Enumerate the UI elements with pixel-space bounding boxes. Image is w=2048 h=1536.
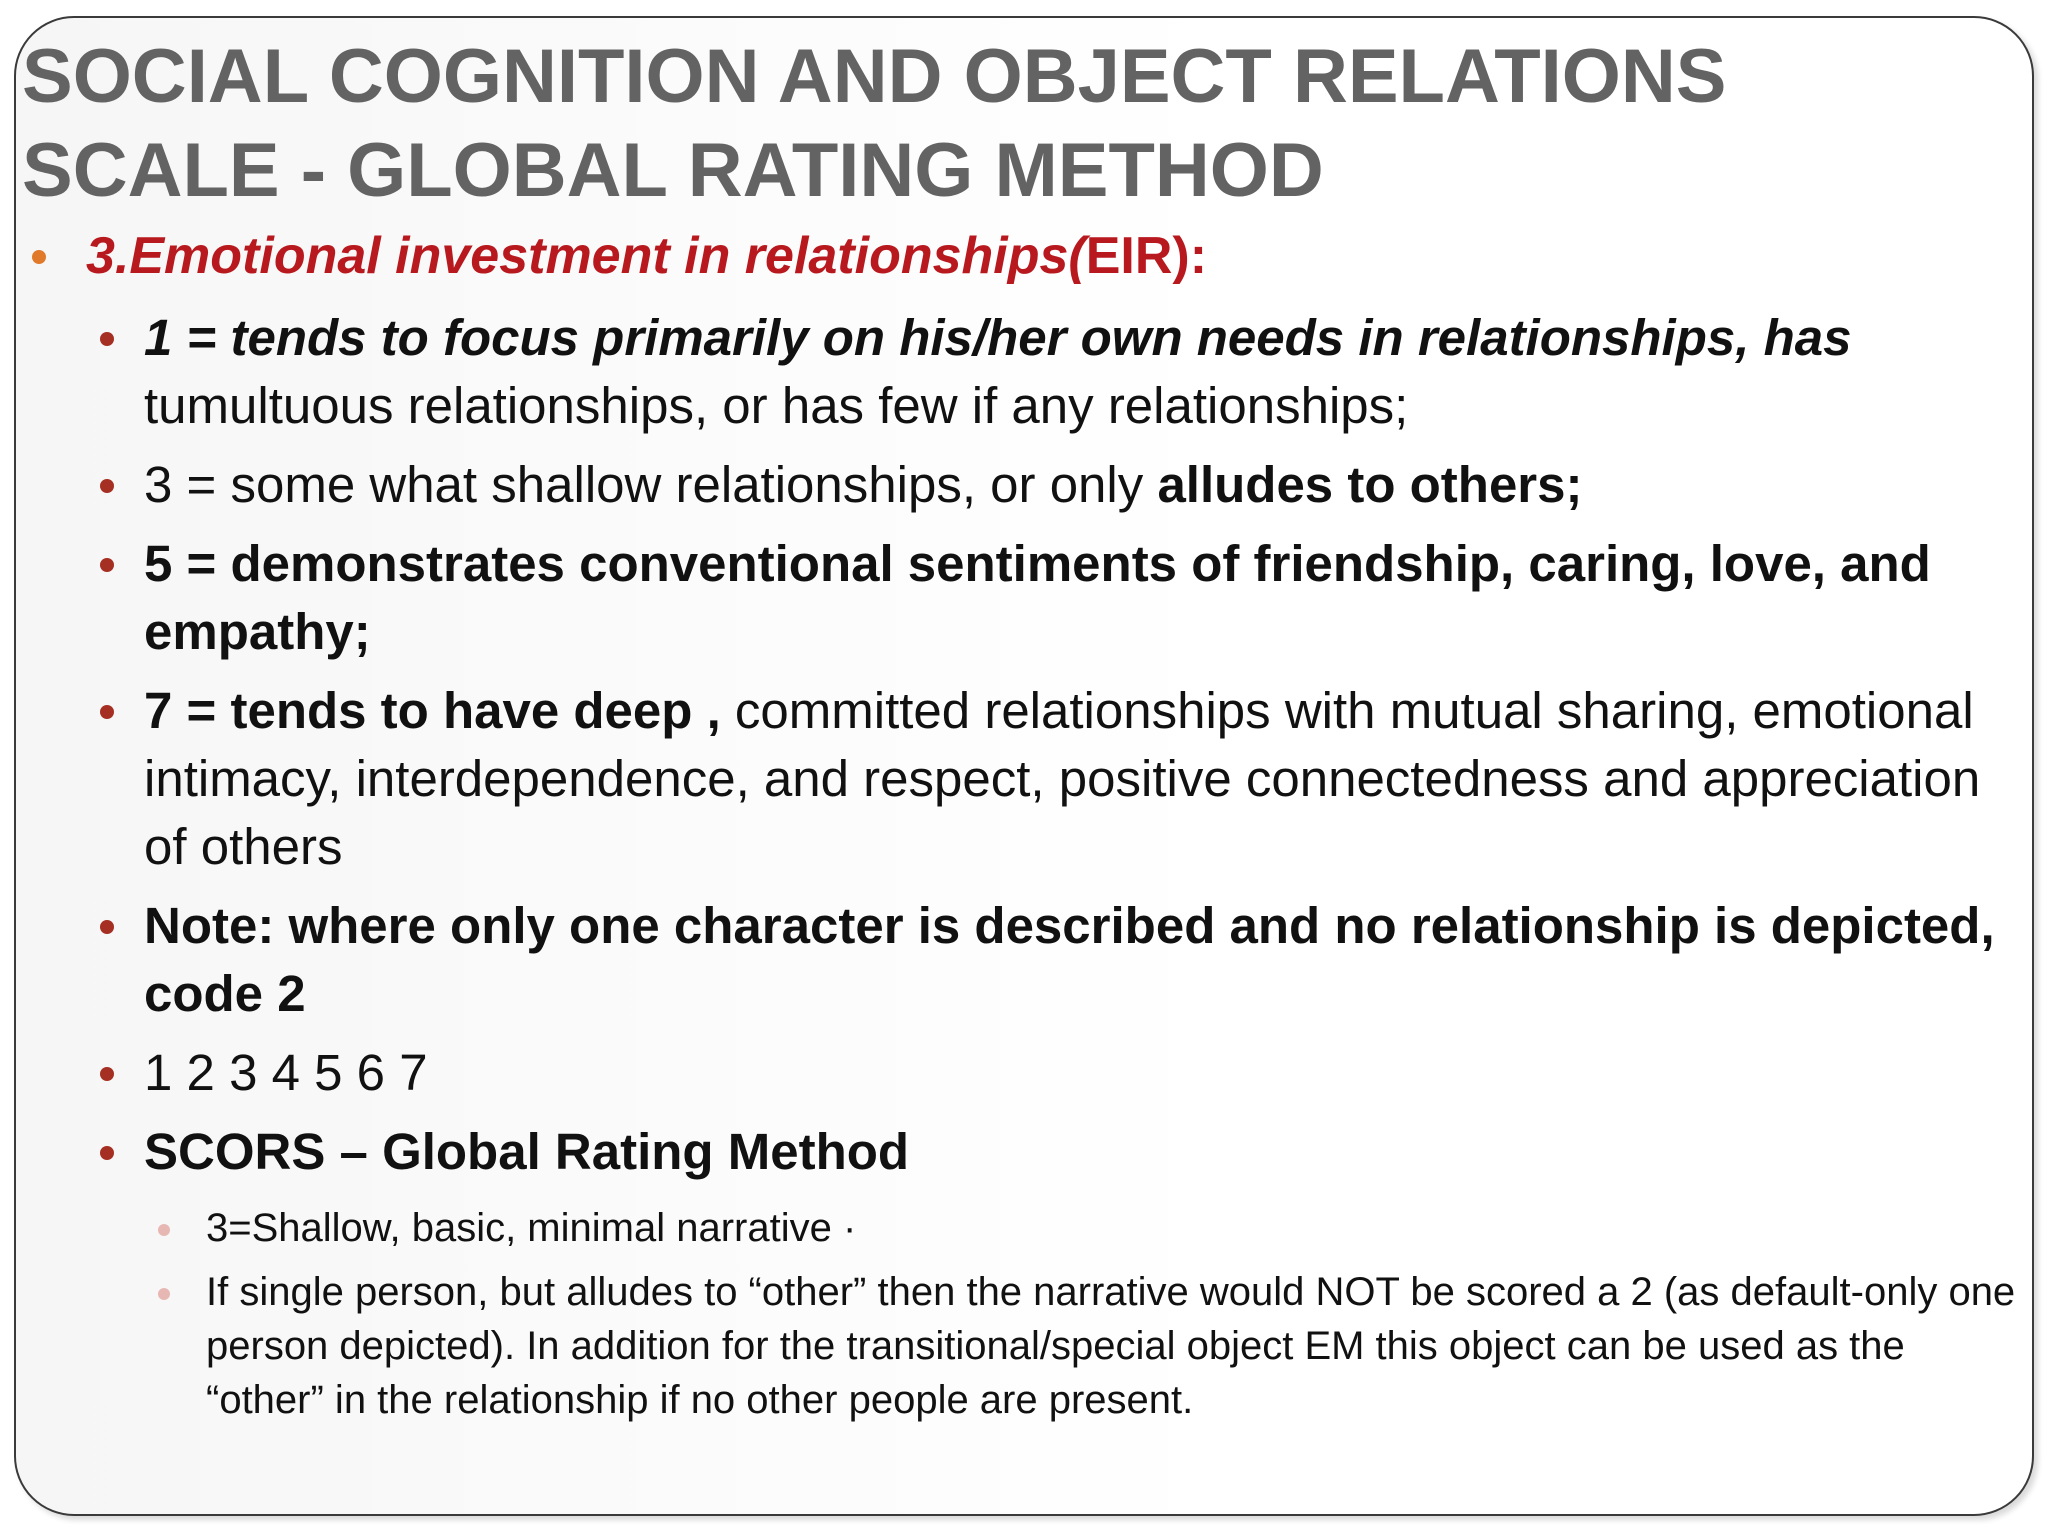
item-bold: SCORS – Global Rating Method xyxy=(144,1123,910,1180)
bullet-icon xyxy=(32,250,46,264)
bullet-icon xyxy=(100,332,114,346)
item-text: committed relationships with mutual sharing, emotional intimacy, interdependence, and respect, positive connectedness and appreciation of others xyxy=(144,682,1981,875)
sub-item-text: 3=Shallow, basic, minimal narrative · xyxy=(206,1206,857,1250)
list-item xyxy=(96,1118,2026,1186)
sub-list-item xyxy=(156,1265,2016,1427)
title-line-2: SCALE - GLOBAL RATING METHOD xyxy=(22,128,1324,213)
list-item xyxy=(96,451,2026,519)
slide-title xyxy=(22,30,2022,218)
item-text: tumultuous relationships, or has few if any relationships; xyxy=(144,377,1409,434)
item-bold-italic: 1 = tends to focus primarily on his/her own needs in relationships, has xyxy=(144,309,1852,366)
item-text: 3 = some what shallow relationships, or only xyxy=(144,456,1158,513)
sub-list-item xyxy=(156,1201,2016,1255)
list-item xyxy=(96,304,2026,440)
item-bold: Note: where only one character is described and no relationship is depicted, code 2 xyxy=(144,897,1995,1022)
bullet-icon xyxy=(100,558,114,572)
sub-list xyxy=(156,1201,2016,1437)
list-item xyxy=(96,677,2026,881)
bullet-icon xyxy=(100,1067,114,1081)
sub-item-text: If single person, but alludes to “other” then the narrative would NOT be scored a 2 (as default-only one person depicted). In addition for the transitional/special object EM this object can be used as the “other” in the relationship if no other people are present. xyxy=(206,1270,2016,1422)
bullet-icon xyxy=(158,1224,170,1236)
criteria-list xyxy=(96,304,2026,1197)
list-item xyxy=(96,530,2026,666)
rating-scale: 1 2 3 4 5 6 7 xyxy=(144,1044,428,1101)
item-bold: 5 = demonstrates conventional sentiments of friendship, caring, love, and empathy; xyxy=(144,535,1931,660)
item-bold: alludes to others; xyxy=(1157,456,1583,513)
item-bold: 7 = tends to have deep , xyxy=(144,682,721,739)
list-item xyxy=(96,1039,2026,1107)
bullet-icon xyxy=(100,479,114,493)
heading-italic: 3.Emotional investment in relationships( xyxy=(86,227,1086,285)
title-line-1: SOCIAL COGNITION AND OBJECT RELATIONS xyxy=(22,34,1727,119)
section-heading xyxy=(28,222,2028,290)
bullet-icon xyxy=(100,920,114,934)
heading-plain: EIR): xyxy=(1085,227,1208,285)
bullet-icon xyxy=(158,1288,170,1300)
list-item xyxy=(96,892,2026,1028)
bullet-icon xyxy=(100,1146,114,1160)
bullet-icon xyxy=(100,705,114,719)
